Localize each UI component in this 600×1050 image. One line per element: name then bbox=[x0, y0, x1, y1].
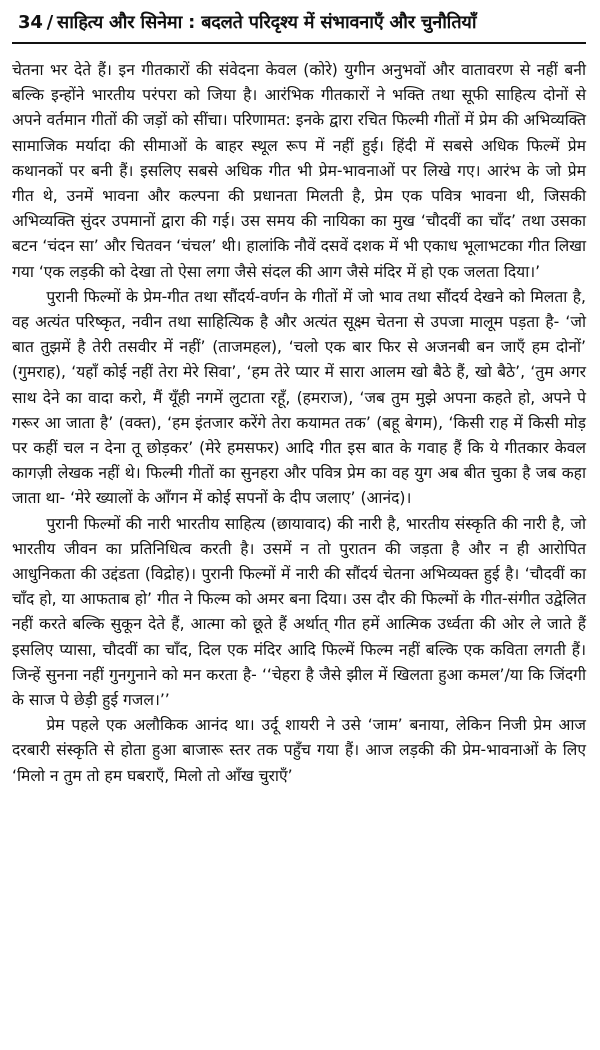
paragraph: चेतना भर देते हैं। इन गीतकारों की संवेदना केवल (कोरे) युगीन अनुभवों और वातावरण से नहीं बनी बल्कि इन्होंने भारतीय परंपरा को जिया है। आरंभिक गीतकारों ने भक्ति तथा सूफी साहित्य दोनों से अपने वर्तमान गीतों की जड़ों को सींचा। परिणामत: इनके द्वारा रचित फिल्मी गीतों में प्रेम की अभिव्यक्ति सामाजिक मर्यादा की सीमाओं के बाहर स्थूल रूप में नहीं हुई। हिंदी में सबसे अधिक फिल्में प्रेम कथानकों पर बनी हैं। इसलिए सबसे अधिक गीत भी प्रेम-भावनाओं पर लिखे गए। आरंभ के जो प्रेम गीत थे, उनमें भावना और कल्पना की प्रधानता मिलती है, प्रेम एक पवित्र भावना थी, जिसकी अभिव्यक्ति सुंदर उपमानों द्वारा की गई। उस समय की नायिका का मुख ‘चौदवीं का चाँद’ तथा उसका बटन ‘चंदन सा’ और चितवन ‘चंचल’ थी। हालांकि नौवें दसवें दशक में भी एकाध भूलाभटका गीत लिखा गया ‘एक लड़की को देखा तो ऐसा लगा जैसे संदल की आग जैसे मंदिर में हो एक जलता दिया।’ bbox=[12, 61, 586, 281]
paragraph: पुरानी फिल्मों के प्रेम-गीत तथा सौंदर्य-वर्णन के गीतों में जो भाव तथा सौंदर्य देखने को मिलता है, वह अत्यंत परिष्कृत, नवीन तथा साहित्यिक है और अत्यंत सूक्ष्म चेतना से उपजा मालूम पड़ता है- ‘जो बात तुझमें है तेरी तसवीर में नहीं’ (ताजमहल), ‘चलो एक बार फिर से अजनबी बन जाएँ हम दोनों’ (गुमराह), ‘यहाँ कोई नहीं तेरा मेरे सिवा’, ‘हम तेरे प्यार में सारा आलम खो बैठे हैं, खो बैठे’, ‘तुम अगर साथ देने का वादा करो, मैं यूँही नगमें लुटाता रहूँ, (हमराज), ‘जब तुम मुझे अपना कहते हो, अपने पे गरूर आ जाता है’ (वक्त), ‘हम इंतजार करेंगे तेरा कयामत तक’ (बहू बेगम), ‘किसी राह में किसी मोड़ पर कहीं चल न देना तू छोड़कर’ (मेरे हमसफर) आदि गीत इस बात के गवाह हैं कि ये गीतकार केवल कागज़ी लेखक नहीं थे। फिल्मी गीतों का सुनहरा और पवित्र प्रेम का वह युग अब बीत चुका है जब कहा जाता था- ‘मेरे ख्यालों के आँगन में कोई सपनों के दीप जलाए’ (आनंद)। bbox=[12, 287, 586, 508]
header-rule bbox=[12, 42, 586, 44]
body-text bbox=[12, 58, 586, 789]
paragraph: पुरानी फिल्मों की नारी भारतीय साहित्य (छायावाद) की नारी है, भारतीय संस्कृति की नारी है, जो भारतीय जीवन का प्रतिनिधित्व करती है। उसमें न तो पुरातन की जड़ता है और न ही आरोपित आधुनिकता की उद्दंडता (विद्रोह)। पुरानी फिल्मों में नारी की सौंदर्य चेतना अभिव्यक्त हुई है। ‘चौदवीं का चाँद हो, या आफताब हो’ गीत ने फिल्म को अमर बना दिया। उस दौर की फिल्मों के गीत-संगीत उद्वेलित नहीं करते बल्कि सुकून देते हैं, आत्मा को छूते हैं अर्थात् गीत हमें आत्मिक उर्ध्वता की ओर ले जाते हैं इसलिए प्यासा, चौदवीं का चाँद, दिल एक मंदिर आदि फिल्में फिल्म नहीं बल्कि एक कविता लगती हैं। जिन्हें सुनना नहीं गुनगुनाने को मन करता है- ‘‘चेहरा है जैसे झील में खिलता हुआ कमल’/या कि जिंदगी के साज पे छेड़ी हुई गजल।’’ bbox=[12, 514, 586, 710]
page-number: 34 bbox=[18, 12, 43, 33]
header-separator: / bbox=[46, 12, 54, 33]
running-header bbox=[18, 8, 586, 38]
book-title: साहित्य और सिनेमा : बदलते परिदृश्य में संभावनाएँ और चुनौतियाँ bbox=[57, 12, 477, 33]
paragraph: प्रेम पहले एक अलौकिक आनंद था। उर्दू शायरी ने उसे ‘जाम’ बनाया, लेकिन निजी प्रेम आज दरबारी संस्कृति से होता हुआ बाजारू स्तर तक पहुँच गया हैं। आज लड़की की प्रेम-भावनाओं के लिए ‘मिलो न तुम तो हम घबराएँ, मिलो तो आँख चुराएँ’ bbox=[12, 716, 586, 785]
